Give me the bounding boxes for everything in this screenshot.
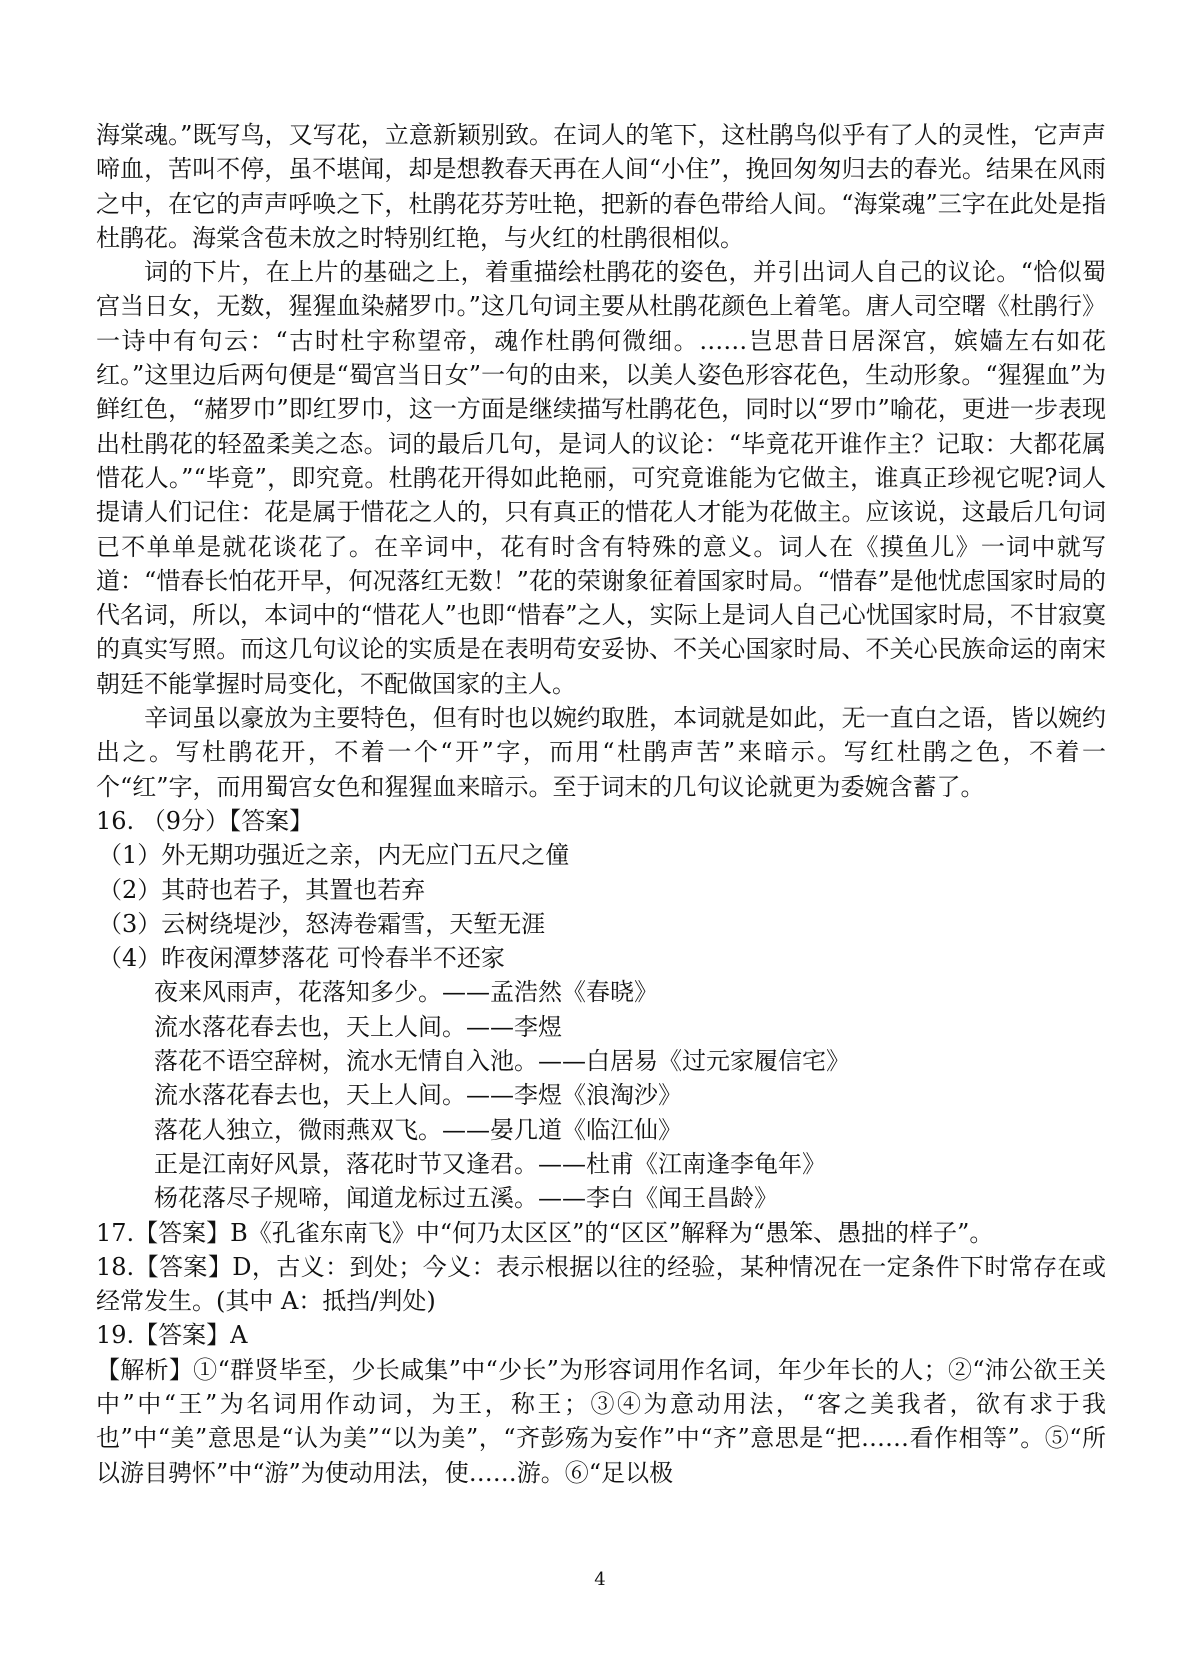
- q16-answer-2: （2）其莳也若子，其置也若弃: [98, 875, 426, 904]
- q16-poem-line: 落花人独立，微雨燕双飞。——晏几道《临江仙》: [154, 1115, 682, 1144]
- question-18: 18.【答案】D，古义：到处；今义：表示根据以往的经验，某种情况在一定条件下时常存在或经常发生。(其中 A：抵挡/判处): [96, 1252, 1106, 1316]
- essay-paragraph-2: 词的下片，在上片的基础之上，着重描绘杜鹃花的姿色，并引出词人自己的议论。“恰似蜀宫当日女，无数，猩猩血染赭罗巾。”这几句词主要从杜鹃花颜色上着笔。唐人司空曙《杜鹃行》一诗中有句云：“古时杜宇称望帝，魂作杜鹃何微细。……岂思昔日居深宫，嫔嫱左右如花红。”这里边后两句便是“蜀宫当日女”一句的由来，以美人姿色形容花色，生动形象。“猩猩血”为鲜红色，“赭罗巾”即红罗巾，这一方面是继续描写杜鹃花色，同时以“罗巾”喻花，更进一步表现出杜鹃花的轻盈柔美之态。词的最后几句，是词人的议论：“毕竟花开谁作主？记取：大都花属惜花人。”“毕竟”，即究竟。杜鹃花开得如此艳丽，可究竟谁能为它做主，谁真正珍视它呢?词人提请人们记住：花是属于惜花之人的，只有真正的惜花人才能为花做主。应该说，这最后几句词已不单单是就花谈花了。在辛词中，花有时含有特殊的意义。词人在《摸鱼儿》一词中就写道：“惜春长怕花开早，何况落红无数！”花的荣谢象征着国家时局。“惜春”是他忧虑国家时局的代名词，所以，本词中的“惜花人”也即“惜春”之人，实际上是词人自己心忧国家时局，不甘寂寞的真实写照。而这几句议论的实质是在表明苟安妥协、不关心国家时局、不关心民族命运的南宋朝廷不能掌握时局变化，不配做国家的主人。: [96, 258, 1106, 698]
- q16-answer-4: （4）昨夜闲潭梦落花 可怜春半不还家: [98, 944, 505, 973]
- q16-heading: 16. （9分）【答案】: [96, 806, 314, 835]
- q16-poem-line: 流水落花春去也，天上人间。——李煜《浪淘沙》: [154, 1081, 682, 1110]
- page-content: [96, 118, 1106, 1490]
- q16-answer-3: （3）云树绕堤沙，怒涛卷霜雪，天堑无涯: [98, 909, 546, 938]
- page-number: 4: [594, 1569, 606, 1590]
- question-16: [96, 804, 1106, 1216]
- essay-paragraph-1: 海棠魂。”既写鸟，又写花，立意新颖别致。在词人的笔下，这杜鹃鸟似乎有了人的灵性，它声声啼血，苦叫不停，虽不堪闻，却是想教春天再在人间“小住”，挽回匆匆归去的春光。结果在风雨之中，在它的声声呼唤之下，杜鹃花芬芳吐艳，把新的春色带给人间。“海棠魂”三字在此处是指杜鹃花。海棠含苞未放之时特别红艳，与火红的杜鹃很相似。: [96, 121, 1106, 252]
- question-19: [96, 1318, 1106, 1489]
- q19-answer: 19.【答案】A: [96, 1321, 248, 1350]
- q16-poem-line: 杨花落尽子规啼，闻道龙标过五溪。——李白《闻王昌龄》: [154, 1184, 778, 1213]
- question-17: 17.【答案】B《孔雀东南飞》中“何乃太区区”的“区区”解释为“愚笨、愚拙的样子”。: [96, 1218, 994, 1247]
- q16-answer-1: （1）外无期功强近之亲，内无应门五尺之僮: [98, 841, 570, 870]
- essay-paragraph-3: 辛词虽以豪放为主要特色，但有时也以婉约取胜，本词就是如此，无一直白之语，皆以婉约出之。写杜鹃花开，不着一个“开”字，而用“杜鹃声苦”来暗示。写红杜鹃之色，不着一个“红”字，而用蜀宫女色和猩猩血来暗示。至于词末的几句议论就更为委婉含蓄了。: [96, 704, 1106, 801]
- q16-poem-line: 落花不语空辞树，流水无情自入池。——白居易《过元家履信宅》: [154, 1047, 850, 1076]
- q16-poem-line: 正是江南好风景，落花时节又逢君。——杜甫《江南逢李龟年》: [154, 1149, 826, 1178]
- q16-poem-line: 夜来风雨声，花落知多少。——孟浩然《春晓》: [154, 978, 658, 1007]
- q19-analysis: 【解析】①“群贤毕至，少长咸集”中“少长”为形容词用作名词，年少年长的人；②“沛公欲王关中”中“王”为名词用作动词，为王，称王；③④为意动用法，“客之美我者，欲有求于我也”中“美”意思是“认为美”“以为美”，“齐彭殇为妄作”中“齐”意思是“把……看作相等”。⑤“所以游目骋怀”中“游”为使动用法，使……游。⑥“足以极: [96, 1355, 1106, 1487]
- q16-poem-line: 流水落花春去也，天上人间。——李煜: [154, 1012, 562, 1041]
